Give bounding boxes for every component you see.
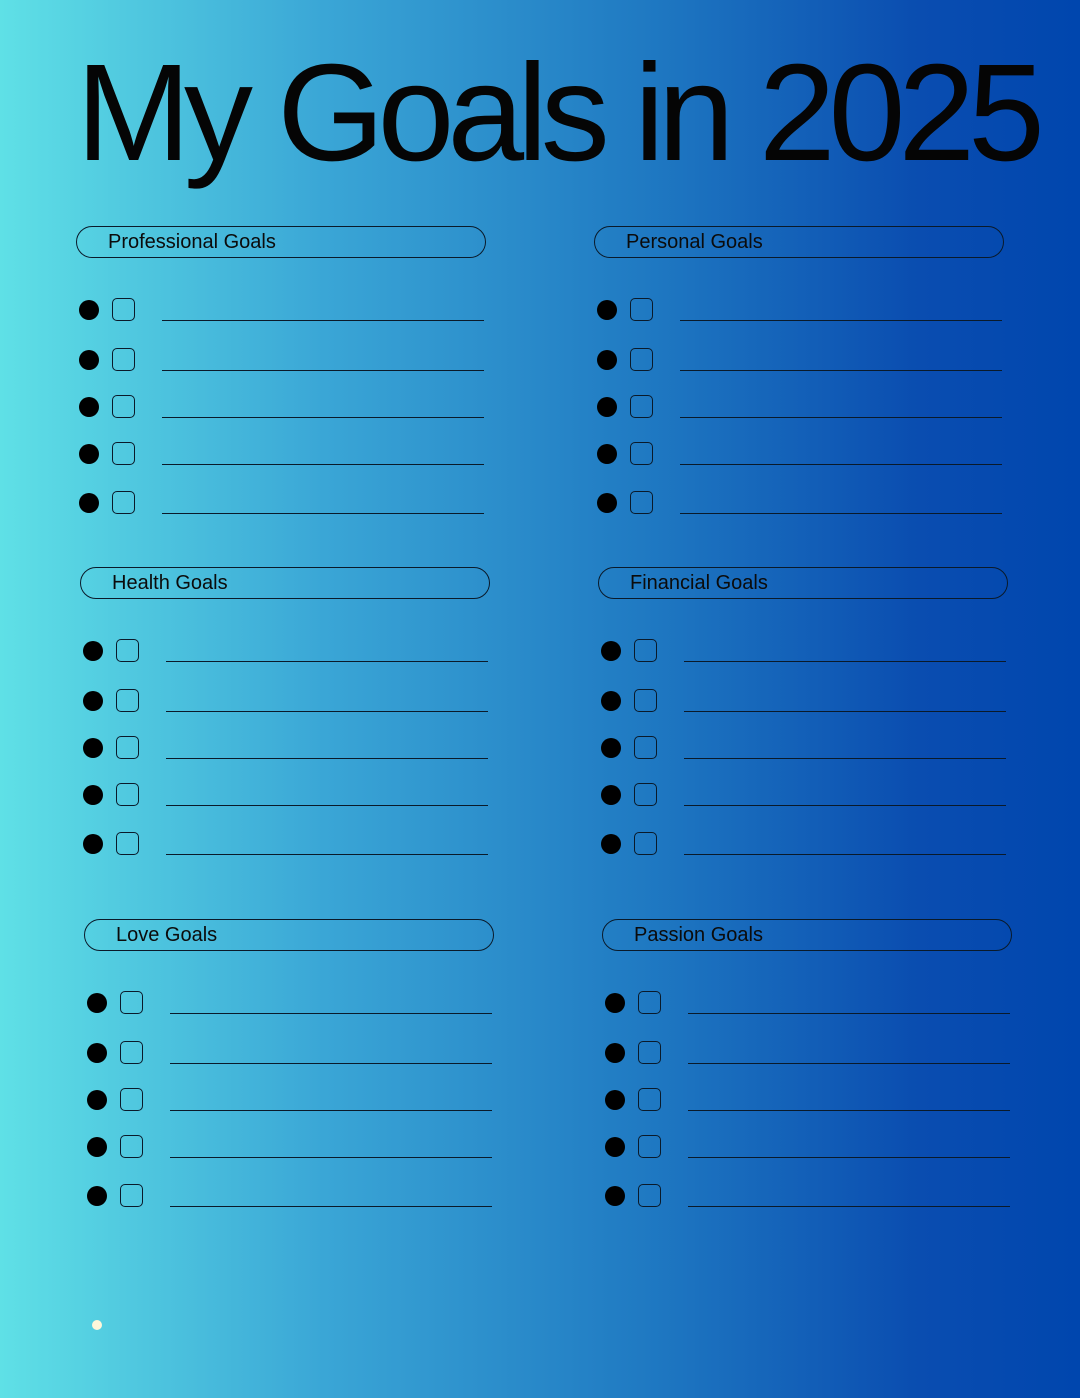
- goal-item: [76, 439, 486, 469]
- goal-item: [80, 686, 490, 716]
- section-header: Health Goals: [80, 567, 490, 599]
- checkbox[interactable]: [120, 991, 143, 1014]
- write-in-line[interactable]: [166, 661, 488, 662]
- bullet-icon: [87, 1043, 107, 1063]
- write-in-line[interactable]: [688, 1013, 1010, 1014]
- goal-item: [594, 345, 1004, 375]
- bullet-icon: [597, 350, 617, 370]
- write-in-line[interactable]: [680, 370, 1002, 371]
- write-in-line[interactable]: [680, 464, 1002, 465]
- section-header: Love Goals: [84, 919, 494, 951]
- write-in-line[interactable]: [162, 320, 484, 321]
- write-in-line[interactable]: [166, 758, 488, 759]
- section-personal: [594, 226, 1006, 258]
- section-header: Professional Goals: [76, 226, 486, 258]
- write-in-line[interactable]: [688, 1063, 1010, 1064]
- section-header: Personal Goals: [594, 226, 1004, 258]
- section-professional: [76, 226, 488, 258]
- bullet-icon: [597, 397, 617, 417]
- goal-item: [594, 392, 1004, 422]
- checkbox[interactable]: [634, 783, 657, 806]
- goal-item: [602, 1132, 1012, 1162]
- bullet-icon: [83, 738, 103, 758]
- bullet-icon: [83, 785, 103, 805]
- goal-item: [84, 1038, 494, 1068]
- goal-item: [80, 829, 490, 859]
- bullet-icon: [79, 493, 99, 513]
- checkbox[interactable]: [116, 639, 139, 662]
- goal-item: [84, 988, 494, 1018]
- write-in-line[interactable]: [162, 464, 484, 465]
- goal-item: [598, 686, 1008, 716]
- section-header: Passion Goals: [602, 919, 1012, 951]
- checkbox[interactable]: [112, 348, 135, 371]
- checkbox[interactable]: [638, 1184, 661, 1207]
- write-in-line[interactable]: [166, 711, 488, 712]
- page-title: My Goals in 2025: [76, 36, 1038, 190]
- goal-item: [80, 636, 490, 666]
- write-in-line[interactable]: [170, 1206, 492, 1207]
- write-in-line[interactable]: [680, 417, 1002, 418]
- write-in-line[interactable]: [688, 1206, 1010, 1207]
- write-in-line[interactable]: [162, 513, 484, 514]
- bullet-icon: [605, 1186, 625, 1206]
- goal-item: [84, 1181, 494, 1211]
- bullet-icon: [601, 834, 621, 854]
- goal-item: [84, 1085, 494, 1115]
- write-in-line[interactable]: [166, 854, 488, 855]
- checkbox[interactable]: [630, 348, 653, 371]
- bullet-icon: [79, 444, 99, 464]
- write-in-line[interactable]: [166, 805, 488, 806]
- bullet-icon: [597, 493, 617, 513]
- write-in-line[interactable]: [170, 1157, 492, 1158]
- decorative-dot: [92, 1320, 102, 1330]
- write-in-line[interactable]: [162, 417, 484, 418]
- goal-item: [598, 780, 1008, 810]
- bullet-icon: [605, 1137, 625, 1157]
- checkbox[interactable]: [630, 442, 653, 465]
- goal-item: [76, 488, 486, 518]
- checkbox[interactable]: [112, 298, 135, 321]
- checkbox[interactable]: [120, 1184, 143, 1207]
- section-passion: [602, 919, 1014, 951]
- checkbox[interactable]: [638, 1135, 661, 1158]
- bullet-icon: [87, 1186, 107, 1206]
- checkbox[interactable]: [112, 395, 135, 418]
- bullet-icon: [601, 641, 621, 661]
- write-in-line[interactable]: [170, 1110, 492, 1111]
- checkbox[interactable]: [634, 689, 657, 712]
- bullet-icon: [597, 444, 617, 464]
- goal-item: [80, 733, 490, 763]
- write-in-line[interactable]: [684, 661, 1006, 662]
- goal-item: [602, 988, 1012, 1018]
- goal-item: [594, 439, 1004, 469]
- write-in-line[interactable]: [680, 320, 1002, 321]
- bullet-icon: [601, 738, 621, 758]
- checkbox[interactable]: [634, 736, 657, 759]
- goal-item: [602, 1038, 1012, 1068]
- bullet-icon: [601, 691, 621, 711]
- checkbox[interactable]: [112, 491, 135, 514]
- write-in-line[interactable]: [684, 758, 1006, 759]
- checkbox[interactable]: [120, 1041, 143, 1064]
- section-header: Financial Goals: [598, 567, 1008, 599]
- checkbox[interactable]: [630, 395, 653, 418]
- goal-item: [80, 780, 490, 810]
- checkbox[interactable]: [630, 298, 653, 321]
- bullet-icon: [605, 1043, 625, 1063]
- write-in-line[interactable]: [680, 513, 1002, 514]
- checkbox[interactable]: [634, 832, 657, 855]
- bullet-icon: [79, 300, 99, 320]
- checkbox[interactable]: [120, 1088, 143, 1111]
- checkbox[interactable]: [638, 1041, 661, 1064]
- checkbox[interactable]: [120, 1135, 143, 1158]
- goal-item: [76, 345, 486, 375]
- bullet-icon: [87, 993, 107, 1013]
- bullet-icon: [87, 1137, 107, 1157]
- bullet-icon: [597, 300, 617, 320]
- goal-item: [598, 636, 1008, 666]
- checkbox[interactable]: [116, 783, 139, 806]
- bullet-icon: [605, 1090, 625, 1110]
- write-in-line[interactable]: [688, 1157, 1010, 1158]
- goal-item: [602, 1085, 1012, 1115]
- goal-item: [84, 1132, 494, 1162]
- section-financial: [598, 567, 1010, 599]
- bullet-icon: [79, 350, 99, 370]
- goal-item: [76, 392, 486, 422]
- checkbox[interactable]: [638, 991, 661, 1014]
- bullet-icon: [83, 641, 103, 661]
- bullet-icon: [79, 397, 99, 417]
- checkbox[interactable]: [630, 491, 653, 514]
- bullet-icon: [605, 993, 625, 1013]
- checkbox[interactable]: [116, 832, 139, 855]
- write-in-line[interactable]: [688, 1110, 1010, 1111]
- checkbox[interactable]: [116, 689, 139, 712]
- goal-item: [594, 295, 1004, 325]
- write-in-line[interactable]: [684, 854, 1006, 855]
- bullet-icon: [83, 691, 103, 711]
- checkbox[interactable]: [638, 1088, 661, 1111]
- bullet-icon: [601, 785, 621, 805]
- checkbox[interactable]: [112, 442, 135, 465]
- section-health: [80, 567, 492, 599]
- goal-item: [598, 829, 1008, 859]
- goal-item: [598, 733, 1008, 763]
- write-in-line[interactable]: [684, 805, 1006, 806]
- goal-item: [76, 295, 486, 325]
- goal-item: [594, 488, 1004, 518]
- write-in-line[interactable]: [170, 1013, 492, 1014]
- checkbox[interactable]: [116, 736, 139, 759]
- bullet-icon: [87, 1090, 107, 1110]
- bullet-icon: [83, 834, 103, 854]
- goal-item: [602, 1181, 1012, 1211]
- section-love: [84, 919, 496, 951]
- write-in-line[interactable]: [162, 370, 484, 371]
- write-in-line[interactable]: [684, 711, 1006, 712]
- write-in-line[interactable]: [170, 1063, 492, 1064]
- checkbox[interactable]: [634, 639, 657, 662]
